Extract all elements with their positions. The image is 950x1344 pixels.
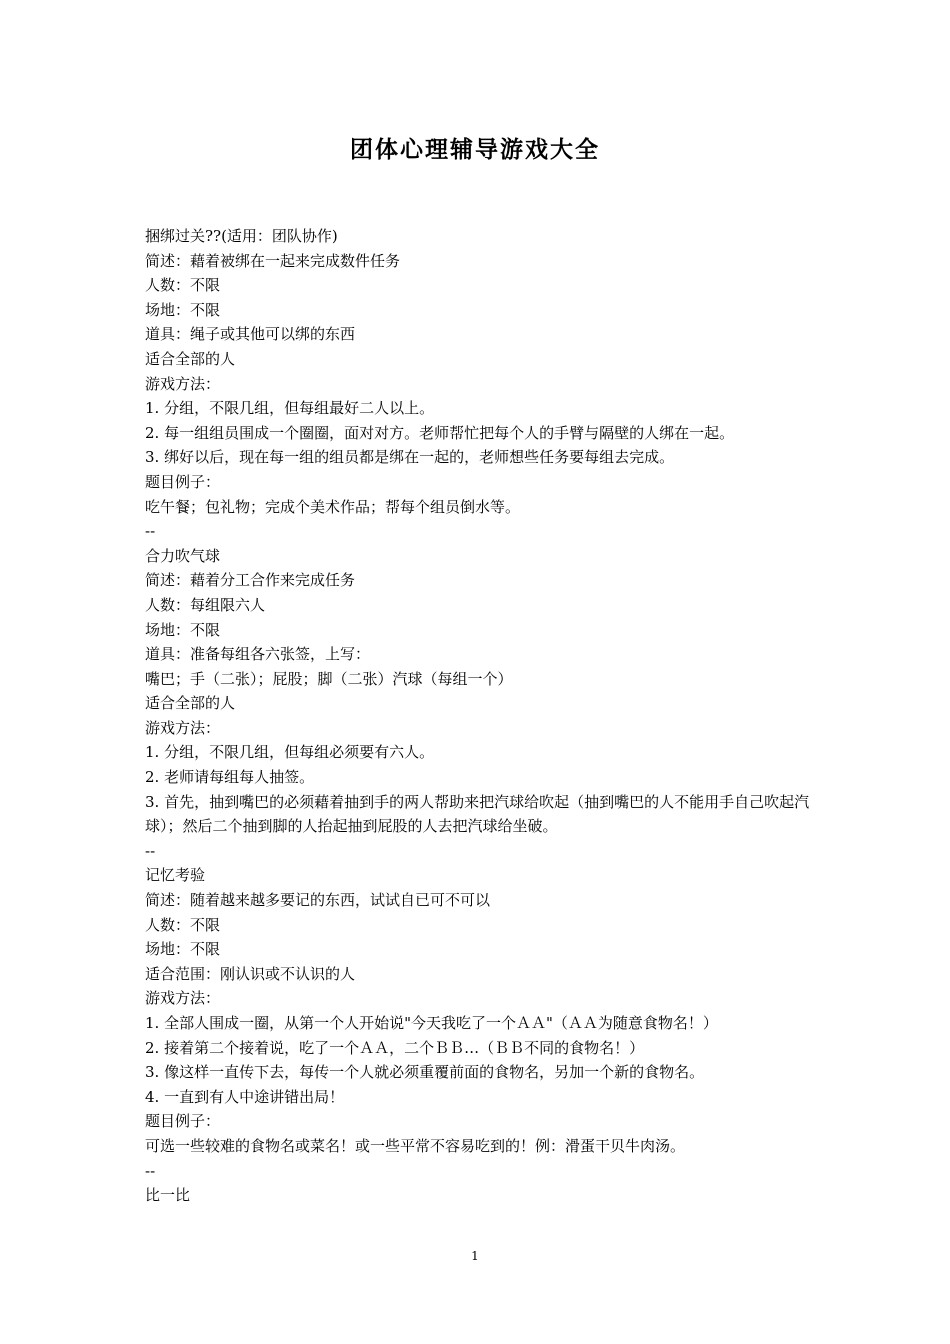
text-line: 道具：绳子或其他可以绑的东西 <box>145 325 356 344</box>
document-title: 团体心理辅导游戏大全 <box>350 136 600 163</box>
text-line: 简述：随着越来越多要记的东西，试试自已可不可以 <box>145 891 491 910</box>
list-item: 1. 分组，不限几组，但每组必须要有六人。 <box>145 743 435 762</box>
list-item: 1. 全部人围成一圈，从第一个人开始说"今天我吃了一个ＡＡ"（ＡＡ为随意食物名！） <box>145 1014 718 1032</box>
text-line: 简述：藉着分工合作来完成任务 <box>145 571 356 590</box>
list-item: 1. 分组，不限几组，但每组最好二人以上。 <box>145 399 435 418</box>
text-line: 适合全部的人 <box>145 694 236 713</box>
text-line: 人数：不限 <box>145 276 221 295</box>
text-line: 场地：不限 <box>145 620 221 639</box>
text-line: 游戏方法： <box>145 718 221 737</box>
text-line: 适合全部的人 <box>145 349 236 368</box>
list-item: 3. 绑好以后，现在每一组的组员都是绑在一起的，老师想些任务要每组去完成。 <box>145 448 675 467</box>
section-heading: 捆绑过关??(适用：团队协作) <box>145 227 338 245</box>
text-line: 人数：每组限六人 <box>145 595 266 614</box>
section-divider: -- <box>145 1161 156 1180</box>
text-line: 简述：藉着被绑在一起来完成数件任务 <box>145 251 401 270</box>
page-number: 1 <box>471 1249 479 1263</box>
text-line: 适合范围：刚认识或不认识的人 <box>145 964 356 983</box>
text-line: 道具：准备每组各六张签，上写： <box>145 645 371 664</box>
list-item: 3. 首先，抽到嘴巴的必须藉着抽到手的两人帮助来把汽球给吹起（抽到嘴巴的人不能用手自己吹起汽球）；然后二个抽到脚的人抬起抽到屁股的人去把汽球给坐破。 <box>145 792 810 836</box>
text-line: 游戏方法： <box>145 989 221 1008</box>
list-item: 2. 老师请每组每人抽签。 <box>145 768 315 787</box>
text-line: 场地：不限 <box>145 940 221 959</box>
text-line: 游戏方法： <box>145 374 221 393</box>
document-body <box>145 224 817 1208</box>
section-heading: 记忆考验 <box>145 866 206 885</box>
text-line: 题目例子： <box>145 472 221 491</box>
list-item: 2. 接着第二个接着说，吃了一个ＡＡ，二个ＢＢ…（ＢＢ不同的食物名！） <box>145 1038 645 1057</box>
section-divider: -- <box>145 841 156 860</box>
text-line: 吃午餐；包礼物；完成个美术作品；帮每个组员倒水等。 <box>145 497 521 516</box>
text-line: 嘴巴；手（二张）；屁股；脚（二张）汽球（每组一个） <box>145 669 513 688</box>
list-item: 2. 每一组组员围成一个圈圈，面对对方。老师帮忙把每个人的手臂与隔壁的人绑在一起。 <box>145 423 735 442</box>
list-item: 3. 像这样一直传下去，每传一个人就必须重覆前面的食物名，另加一个新的食物名。 <box>145 1063 705 1082</box>
section-divider: -- <box>145 522 156 541</box>
text-line: 可选一些较难的食物名或菜名！或一些平常不容易吃到的！例：滑蛋干贝牛肉汤。 <box>145 1136 686 1155</box>
text-line: 人数：不限 <box>145 915 221 934</box>
text-line: 题目例子： <box>145 1112 221 1131</box>
list-item: 4. 一直到有人中途讲错出局！ <box>145 1087 345 1106</box>
text-line: 场地：不限 <box>145 300 221 319</box>
section-heading: 合力吹气球 <box>145 546 221 565</box>
section-heading: 比一比 <box>145 1186 191 1205</box>
